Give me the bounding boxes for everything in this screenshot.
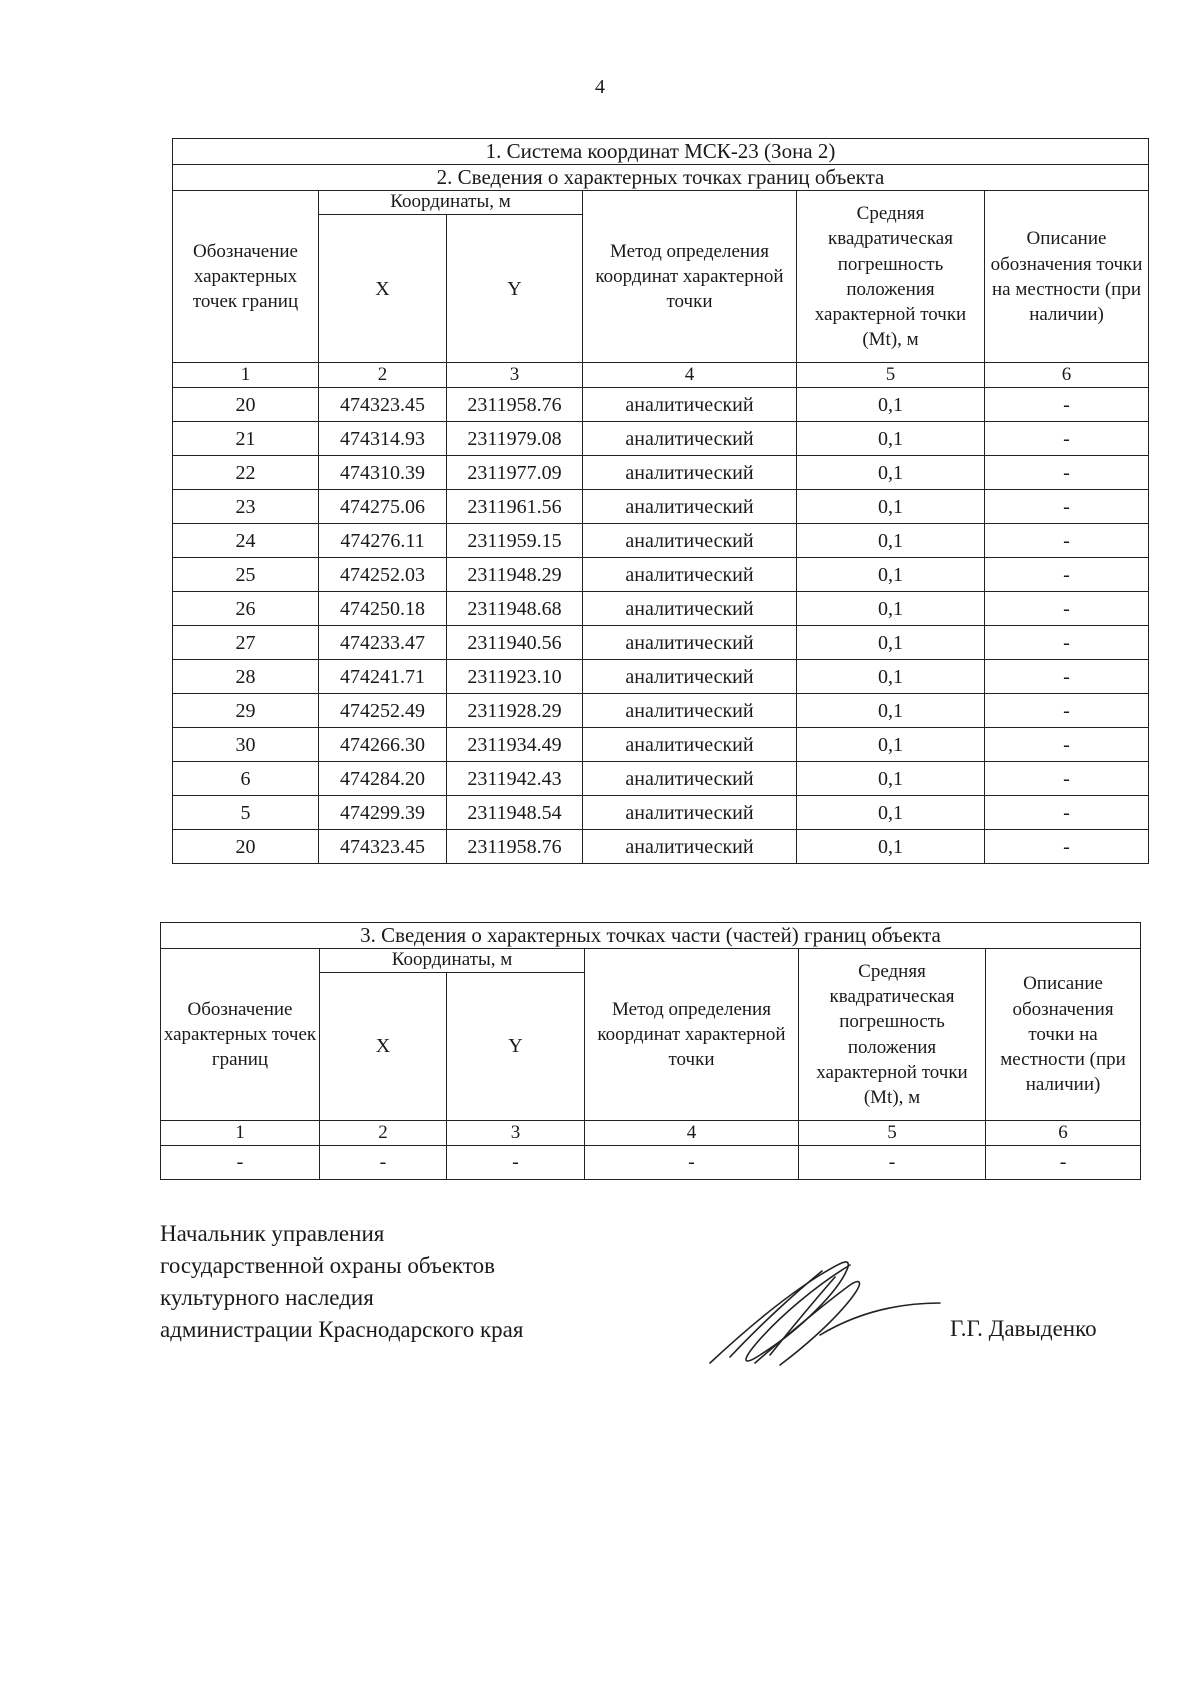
table-cell: 6 <box>173 762 319 796</box>
header-method: Метод определения координат характерной точки <box>585 949 799 1121</box>
table-cell: - <box>985 422 1149 456</box>
table-body <box>173 388 1149 864</box>
signer-position-line: государственной охраны объектов <box>160 1253 496 1278</box>
table-cell: - <box>320 1145 447 1179</box>
table-cell: 2311948.54 <box>447 796 583 830</box>
page-number: 4 <box>595 76 605 98</box>
column-number-row <box>161 1120 1141 1145</box>
header-point: Обозначение характерных точек границ <box>161 949 320 1121</box>
table-cell: 0,1 <box>797 796 985 830</box>
column-number: 6 <box>985 363 1149 388</box>
boundary-points-table <box>172 138 1149 864</box>
table-cell: 5 <box>173 796 319 830</box>
signer-name: Г.Г. Давыденко <box>950 1316 1097 1341</box>
signer-position-line: культурного наследия <box>160 1285 374 1310</box>
table-cell: - <box>985 660 1149 694</box>
table-cell: 26 <box>173 592 319 626</box>
table-cell: 474276.11 <box>319 524 447 558</box>
table-cell: - <box>985 728 1149 762</box>
header-coordinates: Координаты, м <box>319 191 583 215</box>
table-cell: 20 <box>173 388 319 422</box>
column-number: 1 <box>161 1120 320 1145</box>
table-cell: 0,1 <box>797 762 985 796</box>
table-cell: 2311942.43 <box>447 762 583 796</box>
table-cell: - <box>447 1145 585 1179</box>
table-cell: аналитический <box>583 762 797 796</box>
table-cell: 28 <box>173 660 319 694</box>
table-cell: - <box>985 490 1149 524</box>
table-row <box>173 830 1149 864</box>
table-cell: - <box>985 558 1149 592</box>
table-cell: 474314.93 <box>319 422 447 456</box>
table-cell: 2311923.10 <box>447 660 583 694</box>
table-cell: 0,1 <box>797 490 985 524</box>
table-cell: аналитический <box>583 660 797 694</box>
table-cell: 29 <box>173 694 319 728</box>
table-cell: 0,1 <box>797 660 985 694</box>
column-number: 4 <box>583 363 797 388</box>
table-cell: - <box>985 524 1149 558</box>
table-cell: аналитический <box>583 830 797 864</box>
section-title: 2. Сведения о характерных точках границ объекта <box>173 165 1149 191</box>
table-cell: 0,1 <box>797 524 985 558</box>
table-row <box>173 796 1149 830</box>
table-cell: 0,1 <box>797 830 985 864</box>
table-cell: - <box>799 1145 986 1179</box>
table-cell: - <box>161 1145 320 1179</box>
column-number: 2 <box>320 1120 447 1145</box>
table-cell: 474266.30 <box>319 728 447 762</box>
table-cell: 2311934.49 <box>447 728 583 762</box>
header-y: Y <box>447 972 585 1120</box>
column-number: 5 <box>797 363 985 388</box>
table-cell: 23 <box>173 490 319 524</box>
table-cell: 0,1 <box>797 456 985 490</box>
table-cell: 0,1 <box>797 626 985 660</box>
table-cell: 474275.06 <box>319 490 447 524</box>
table-cell: аналитический <box>583 388 797 422</box>
table-cell: 2311948.68 <box>447 592 583 626</box>
column-number: 1 <box>173 363 319 388</box>
table-cell: 2311977.09 <box>447 456 583 490</box>
table-cell: 474284.20 <box>319 762 447 796</box>
table-cell: аналитический <box>583 728 797 762</box>
header-method: Метод определения координат характерной точки <box>583 191 797 363</box>
header-x: X <box>320 972 447 1120</box>
table-cell: 2311959.15 <box>447 524 583 558</box>
column-number: 2 <box>319 363 447 388</box>
table-cell: - <box>985 592 1149 626</box>
part-boundary-points-table <box>160 922 1141 1180</box>
header-y: Y <box>447 215 583 363</box>
table-cell: 474323.45 <box>319 388 447 422</box>
table-cell: 2311979.08 <box>447 422 583 456</box>
header-description: Описание обозначения точки на местности (при наличии) <box>986 949 1141 1121</box>
table-cell: 25 <box>173 558 319 592</box>
table-cell: - <box>985 456 1149 490</box>
table-cell: - <box>985 830 1149 864</box>
table-body <box>161 1145 1141 1179</box>
section-title: 3. Сведения о характерных точках части (частей) границ объекта <box>161 923 1141 949</box>
table-cell: 2311940.56 <box>447 626 583 660</box>
table-row <box>173 524 1149 558</box>
table-row <box>173 558 1149 592</box>
table-row <box>173 694 1149 728</box>
table-row <box>161 1145 1141 1179</box>
table-cell: аналитический <box>583 456 797 490</box>
table-cell: аналитический <box>583 422 797 456</box>
table-cell: 2311958.76 <box>447 830 583 864</box>
table-cell: 0,1 <box>797 694 985 728</box>
table-cell: аналитический <box>583 626 797 660</box>
table-cell: 2311928.29 <box>447 694 583 728</box>
table-row <box>173 762 1149 796</box>
table-cell: 0,1 <box>797 388 985 422</box>
header-x: X <box>319 215 447 363</box>
table-cell: 2311961.56 <box>447 490 583 524</box>
table-cell: 21 <box>173 422 319 456</box>
table-cell: - <box>986 1145 1141 1179</box>
table-cell: 474252.49 <box>319 694 447 728</box>
header-description: Описание обозначения точки на местности (при наличии) <box>985 191 1149 363</box>
column-number: 4 <box>585 1120 799 1145</box>
table-cell: - <box>985 694 1149 728</box>
table-cell: 24 <box>173 524 319 558</box>
table-cell: аналитический <box>583 490 797 524</box>
coordinate-system-title: 1. Система координат МСК-23 (Зона 2) <box>173 139 1149 165</box>
table-row <box>173 592 1149 626</box>
column-number: 5 <box>799 1120 986 1145</box>
header-error: Средняя квадратическая погрешность положения характерной точки (Mt), м <box>799 949 986 1121</box>
column-number-row <box>173 363 1149 388</box>
table-cell: 20 <box>173 830 319 864</box>
column-number: 3 <box>447 1120 585 1145</box>
table-cell: 30 <box>173 728 319 762</box>
table-cell: - <box>585 1145 799 1179</box>
table-row <box>173 422 1149 456</box>
signature-block <box>160 1218 523 1346</box>
column-number: 6 <box>986 1120 1141 1145</box>
column-number: 3 <box>447 363 583 388</box>
table-cell: аналитический <box>583 558 797 592</box>
table-row <box>173 660 1149 694</box>
table-cell: 474241.71 <box>319 660 447 694</box>
table-cell: 0,1 <box>797 592 985 626</box>
table-cell: - <box>985 626 1149 660</box>
signer-position-line: Начальник управления <box>160 1221 385 1246</box>
handwritten-signature <box>700 1245 960 1375</box>
table-cell: 474323.45 <box>319 830 447 864</box>
table-cell: 474299.39 <box>319 796 447 830</box>
table-cell: 474252.03 <box>319 558 447 592</box>
table-cell: 0,1 <box>797 558 985 592</box>
table-cell: 0,1 <box>797 728 985 762</box>
table-cell: 27 <box>173 626 319 660</box>
signer-position-line: администрации Краснодарского края <box>160 1317 524 1342</box>
table-cell: 474250.18 <box>319 592 447 626</box>
table-cell: 474233.47 <box>319 626 447 660</box>
table-cell: 0,1 <box>797 422 985 456</box>
table-cell: - <box>985 762 1149 796</box>
table-row <box>173 626 1149 660</box>
table-row <box>173 456 1149 490</box>
table-row <box>173 490 1149 524</box>
table-cell: аналитический <box>583 694 797 728</box>
table-row <box>173 388 1149 422</box>
table-cell: аналитический <box>583 796 797 830</box>
table-cell: 2311948.29 <box>447 558 583 592</box>
table-cell: аналитический <box>583 524 797 558</box>
table-cell: - <box>985 388 1149 422</box>
table-cell: 22 <box>173 456 319 490</box>
table-cell: 2311958.76 <box>447 388 583 422</box>
table-cell: - <box>985 796 1149 830</box>
table-row <box>173 728 1149 762</box>
header-coordinates: Координаты, м <box>320 949 585 973</box>
header-point: Обозначение характерных точек границ <box>173 191 319 363</box>
header-error: Средняя квадратическая погрешность положения характерной точки (Mt), м <box>797 191 985 363</box>
table-cell: 474310.39 <box>319 456 447 490</box>
table-cell: аналитический <box>583 592 797 626</box>
